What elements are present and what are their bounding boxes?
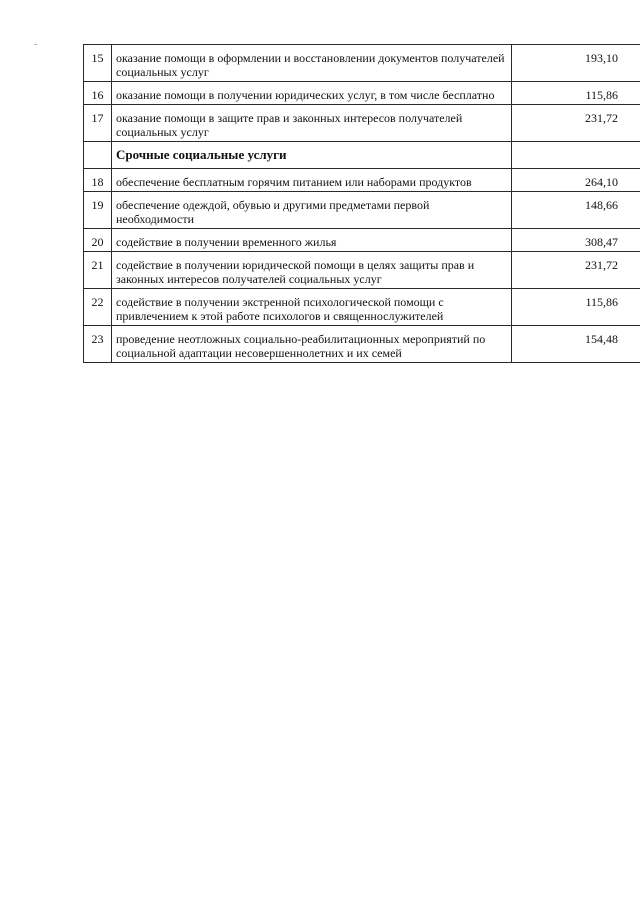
table-row [84,192,640,229]
service-price: 231,72 [512,252,640,289]
section-header-row [84,142,640,169]
service-price: 154,48 [512,326,640,363]
row-number: 15 [84,45,112,82]
service-name: проведение неотложных социально-реабилитационных мероприятий по социальной адаптации несовершеннолетних и их семей [112,326,512,363]
table-row [84,229,640,252]
table-row [84,326,640,363]
service-name: обеспечение одеждой, обувью и другими предметами первой необходимости [112,192,512,229]
service-price: 115,86 [512,82,640,105]
service-price: 115,86 [512,289,640,326]
row-number: 17 [84,105,112,142]
table-row [84,105,640,142]
service-name: оказание помощи в защите прав и законных интересов получателей социальных услуг [112,105,512,142]
service-name: оказание помощи в оформлении и восстановлении документов получателей социальных услуг [112,45,512,82]
service-name: содействие в получении юридической помощи в целях защиты прав и законных интересов получателей социальных услуг [112,252,512,289]
table-body [84,45,640,363]
service-price: 193,10 [512,45,640,82]
service-price: 308,47 [512,229,640,252]
table-row [84,82,640,105]
service-price: 264,10 [512,169,640,192]
section-number-cell [84,142,112,169]
service-name: оказание помощи в получении юридических услуг, в том числе бесплатно [112,82,512,105]
services-price-table [83,44,640,363]
service-name: обеспечение бесплатным горячим питанием или наборами продуктов [112,169,512,192]
table-row [84,45,640,82]
service-name: содействие в получении временного жилья [112,229,512,252]
table-row [84,169,640,192]
service-price: 148,66 [512,192,640,229]
row-number: 23 [84,326,112,363]
section-title: Срочные социальные услуги [112,142,512,169]
row-number: 22 [84,289,112,326]
service-price: 231,72 [512,105,640,142]
scan-mark [34,44,37,45]
row-number: 16 [84,82,112,105]
row-number: 19 [84,192,112,229]
row-number: 18 [84,169,112,192]
row-number: 21 [84,252,112,289]
service-name: содействие в получении экстренной психологической помощи с привлечением к этой работе психологов и священнослужителей [112,289,512,326]
table-row [84,289,640,326]
section-price-cell [512,142,640,169]
table-row [84,252,640,289]
row-number: 20 [84,229,112,252]
